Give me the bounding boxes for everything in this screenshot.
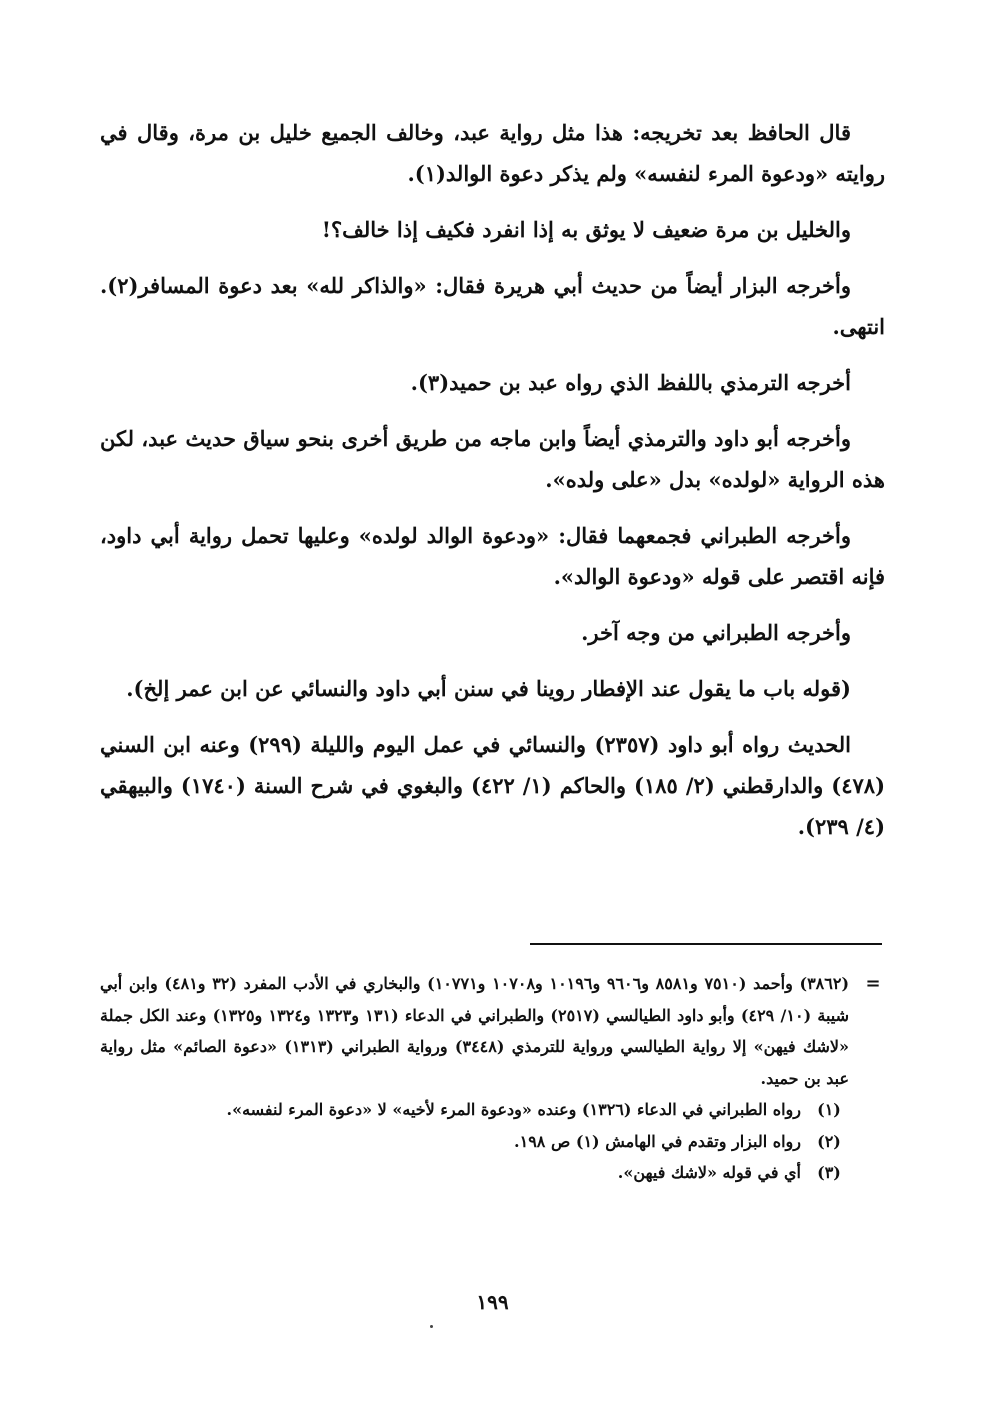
continuation-text: (٣٨٦٢) وأحمد (٧٥١٠ و٨٥٨١ و٩٦٠٦ و١٠١٩٦ و١٠٧٠٨ و١٠٧٧١) والبخاري في الأدب المفرد (٣٢ و٤٨١) وابن أبي شيبة (١٠/ ٤٢٩) وأبو داود الطيالسي (٢٥١٧) والطبراني في الدعاء (١٣١ و١٣٢٣ و١٣٢٤ و١٣٢٥) وعند الكل جملة «لاشك فيهن» إلا رواية الطيالسي ورواية للترمذي (٣٤٤٨) ورواية الطبراني (١٣١٣) «دعوة الصائم» مثل رواية عبد بن حميد.: [100, 974, 850, 1088]
footnote-text: رواه الطبراني في الدعاء (١٣٢٦) وعنده «ودعوة المرء لأخيه» لا «دعوة المرء لنفسه».: [226, 1100, 801, 1119]
paragraph-iftar-chapter: (قوله باب ما يقول عند الإفطار روينا في سنن أبي داود والنسائي عن ابن عمر إلخ).: [126, 676, 851, 701]
footnote-text: رواه البزار وتقدم في الهامش (١) ص ١٩٨.: [514, 1131, 801, 1151]
paragraph-hafiz-comment: قال الحافظ بعد تخريجه: هذا مثل رواية عبد، وخالف الجميع خليل بن مرة، وقال في روايته «ودعوة المرء لنفسه» ولم يذكر دعوة الوالد(١).: [100, 120, 885, 186]
main-text: [100, 112, 885, 862]
footnote-divider: [530, 943, 882, 945]
footnotes: [100, 968, 885, 1189]
footnote-item: [100, 1126, 849, 1158]
paragraph-abu-dawud: وأخرجه أبو داود والترمذي أيضاً وابن ماجه من طريق أخرى بنحو سياق حديث عبد، لكن هذه الرواية «لولده» بدل «على ولده».: [100, 426, 885, 492]
footnote-item: [100, 1094, 849, 1126]
paragraph-hadith-sources: الحديث رواه أبو داود (٢٣٥٧) والنسائي في عمل اليوم والليلة (٢٩٩) وعنه ابن السني (٤٧٨) والدارقطني (٢/ ١٨٥) والحاكم (١/ ٤٢٢) والبغوي في شرح السنة (١٧٤٠) والبيهقي (٤/ ٢٣٩).: [100, 732, 886, 839]
paragraph-khalil-weak: والخليل بن مرة ضعيف لا يوثق به إذا انفرد فكيف إذا خالف؟!: [321, 217, 851, 242]
paragraph-tirmidhi: أخرجه الترمذي باللفظ الذي رواه عبد بن حميد(٣).: [410, 370, 851, 395]
footnote-item: [100, 1157, 849, 1189]
footnote-number: (١): [817, 1100, 841, 1119]
paragraph-tabarani-other: وأخرجه الطبراني من وجه آخر.: [581, 620, 851, 645]
footnote-text: أي في قوله «لاشك فيهن».: [617, 1163, 801, 1182]
page-number: ١٩٩: [476, 1290, 509, 1314]
footnote-continuation: [100, 968, 885, 1094]
footnote-number: (٢): [817, 1131, 841, 1151]
paragraph-tabarani-combined: وأخرجه الطبراني فجمعهما فقال: «ودعوة الوالد لولده» وعليها تحمل رواية أبي داود، فإنه اقتصر على قوله «ودعوة الوالد».: [100, 523, 885, 589]
footnote-number: (٣): [817, 1163, 841, 1182]
scan-speck: [430, 1325, 433, 1328]
paragraph-bazzar: وأخرجه البزار أيضاً من حديث أبي هريرة فقال: «والذاكر لله» بعد دعوة المسافر(٢). انتهى.: [100, 273, 885, 339]
continuation-marker: =: [865, 973, 881, 994]
